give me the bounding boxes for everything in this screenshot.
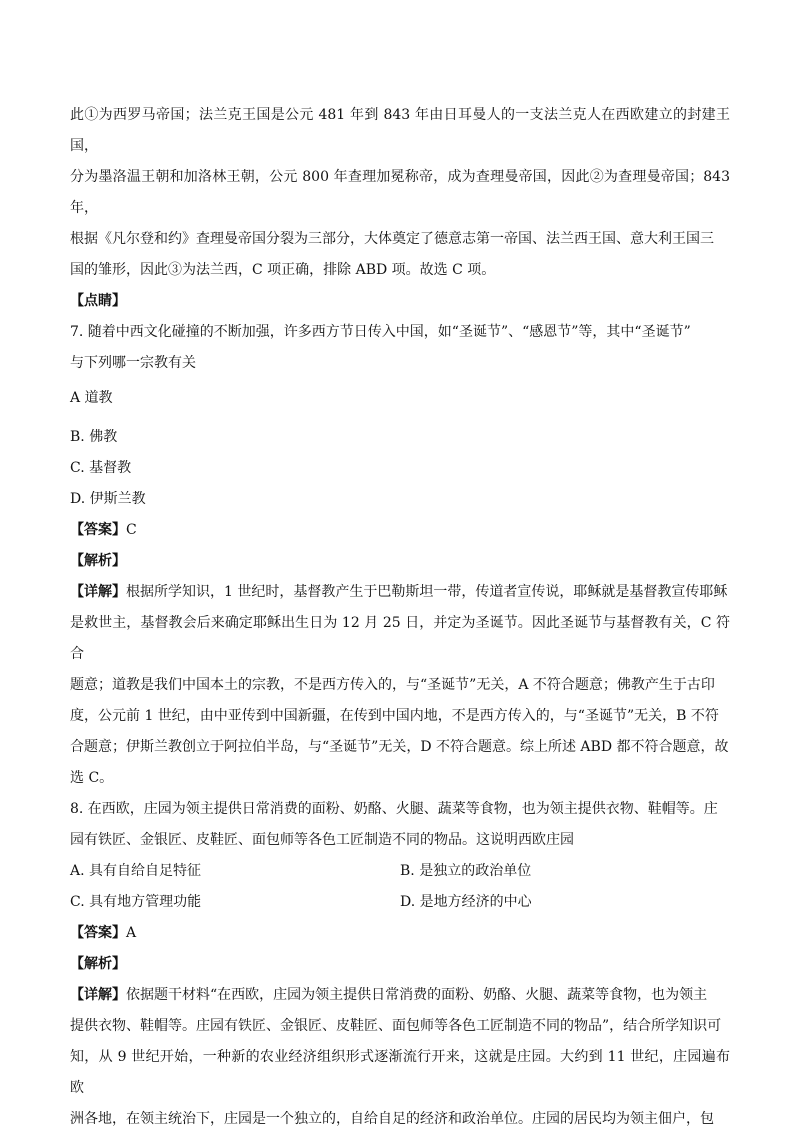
options-row: [70, 887, 730, 918]
answer-line: [70, 918, 730, 949]
option-b: B. 是独立的政治单位: [400, 863, 532, 879]
analysis-label: 【解析】: [70, 956, 126, 972]
option-a: A. 具有自给自足特征: [70, 863, 202, 879]
detail-label: 【详解】: [70, 584, 126, 600]
text-line: 根据《凡尔登和约》查理曼帝国分裂为三部分，大体奠定了德意志第一帝国、法兰西王国、意大利王国三: [70, 231, 714, 247]
detail-line: [70, 577, 730, 608]
detail-line: 知，从 9 世纪开始，一种新的农业经济组织形式逐渐流行开来，这就是庄园。大约到 11 世纪，庄园遍布欧: [70, 1049, 730, 1096]
question-7: [70, 317, 730, 794]
text-line: 国的雏形，因此③为法兰西，C 项正确，排除 ABD 项。故选 C 项。: [70, 262, 496, 278]
text-line: 分为墨洛温王朝和加洛林王朝，公元 800 年查理加冕称帝，成为查理曼帝国，因此②为查理曼帝国；843 年，: [70, 169, 730, 216]
question-stem-line: 与下列哪一宗教有关: [70, 355, 196, 371]
document-page: [70, 100, 730, 1135]
answer-value: A: [126, 925, 137, 941]
answer-value: C: [126, 522, 137, 538]
text-line: 此①为西罗马帝国；法兰克王国是公元 481 年到 843 年由日耳曼人的一支法兰克人在西欧建立的封建王国，: [70, 107, 730, 154]
detail-line: 度，公元前 1 世纪，由中亚传到中国新疆，在传到中国内地，不是西方传入的，与“圣诞节”无关，B 不符: [70, 708, 719, 724]
intro-paragraph: [70, 100, 730, 286]
dianjing-label: 【点睛】: [70, 293, 126, 309]
analysis-label: 【解析】: [70, 553, 126, 569]
option-a: A 道教: [70, 390, 113, 406]
detail-line: 提供衣物、鞋帽等。庄园有铁匠、金银匠、皮鞋匠、面包师等各色工匠制造不同的物品”，结合所学知识可: [70, 1018, 722, 1034]
detail-label: 【详解】: [70, 987, 126, 1003]
question-stem-line: 8. 在西欧，庄园为领主提供日常消费的面粉、奶酪、火腿、蔬菜等食物，也为领主提供衣物、鞋帽等。庄: [70, 801, 718, 817]
detail-line: 合题意；伊斯兰教创立于阿拉伯半岛，与“圣诞节”无关，D 不符合题意。综上所述 ABD 都不符合题意，故: [70, 739, 729, 755]
option-d: D. 是地方经济的中心: [400, 894, 532, 910]
detail-line: 洲各地，在领主统治下，庄园是一个独立的，自给自足的经济和政治单位。庄园的居民均为领主佃户，包: [70, 1111, 714, 1127]
question-stem-line: 园有铁匠、金银匠、皮鞋匠、面包师等各色工匠制造不同的物品。这说明西欧庄园: [70, 832, 574, 848]
answer-label: 【答案】: [70, 522, 126, 538]
option-b: B. 佛教: [70, 429, 118, 445]
detail-text: 依据题干材料“在西欧，庄园为领主提供日常消费的面粉、奶酪、火腿、蔬菜等食物，也为领主: [126, 987, 708, 1003]
question-stem-line: 7. 随着中西文化碰撞的不断加强，许多西方节日传入中国，如“圣诞节”、“感恩节”等，其中“圣诞节”: [70, 324, 691, 340]
detail-line: 选 C。: [70, 770, 114, 786]
detail-line: 是救世主，基督教会后来确定耶稣出生日为 12 月 25 日，并定为圣诞节。因此圣诞节与基督教有关，C 符合: [70, 615, 730, 662]
option-c: C. 具有地方管理功能: [70, 894, 202, 910]
question-8: [70, 794, 730, 1135]
detail-line: [70, 980, 730, 1011]
option-d: D. 伊斯兰教: [70, 491, 146, 507]
detail-text: 根据所学知识，1 世纪时，基督教产生于巴勒斯坦一带，传道者宣传说，耶稣就是基督教宣传耶稣: [126, 584, 728, 600]
answer-line: [70, 515, 730, 546]
options-row: [70, 856, 730, 887]
detail-line: 题意；道教是我们中国本土的宗教，不是西方传入的，与“圣诞节”无关，A 不符合题意；佛教产生于古印: [70, 677, 715, 693]
option-c: C. 基督教: [70, 460, 132, 476]
answer-label: 【答案】: [70, 925, 126, 941]
